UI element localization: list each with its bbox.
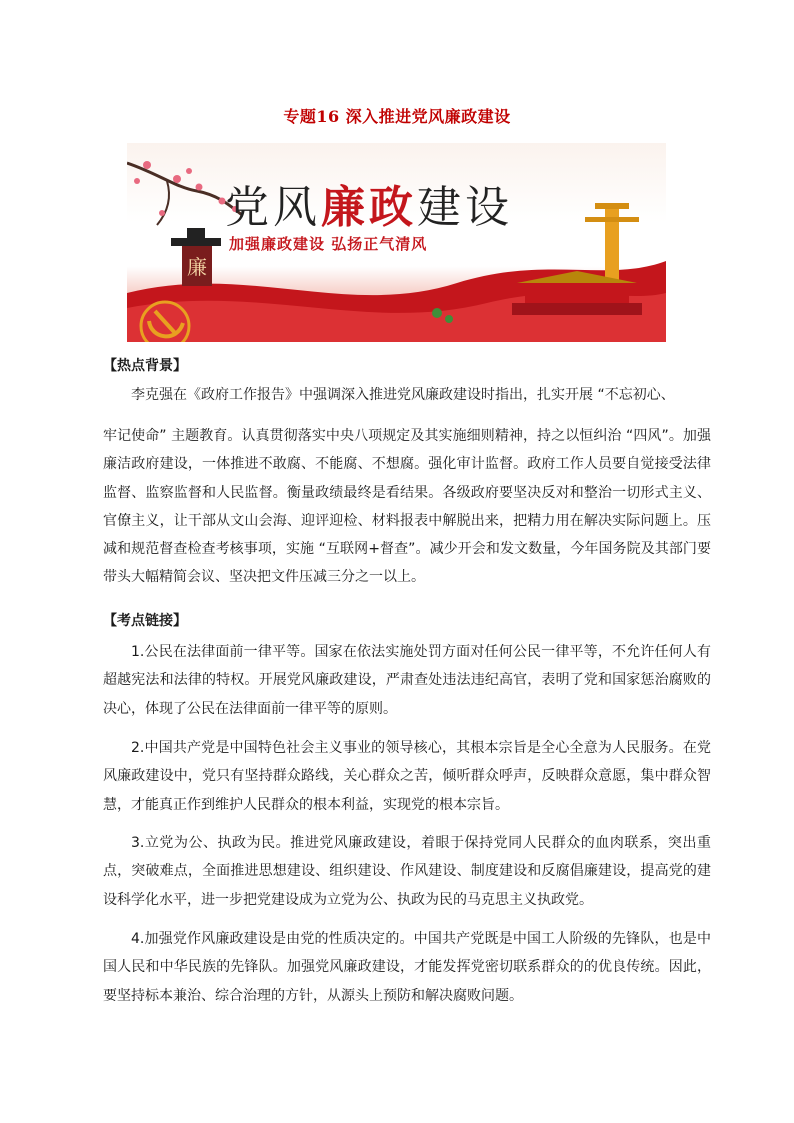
links-paragraph: 4.加强党作风廉政建设是由党的性质决定的。中国共产党既是中国工人阶级的先锋队，也是中国人民和中华民族的先锋队。加强党风廉政建设，才能发挥党密切联系群众的的优良传统。因此，要坚持标本兼治、综合治理的方针，从源头上预防和解决腐败问题。 <box>103 931 711 1004</box>
links-paragraph: 1.公民在法律面前一律平等。国家在依法实施处罚方面对任何公民一律平等，不允许任何人有超越宪法和法律的特权。开展党风廉政建设，严肃查处违法违纪高官，表明了党和国家惩治腐败的决心，体现了公民在法律面前一律平等的原则。 <box>103 644 711 717</box>
document-title: 专题16 深入推进党风廉政建设 <box>283 107 511 126</box>
links-item-2 <box>103 734 711 819</box>
plum-branch-small <box>157 181 169 225</box>
links-paragraph: 3.立党为公、执政为民。推进党风廉政建设，着眼于保持党同人民群众的血肉联系，突出重点，突破难点，全面推进思想建设、组织建设、作风建设、制度建设和反腐倡廉建设，提高党的建设科学化水平，进一步把党建设成为立党为公、执政为民的马克思主义执政党。 <box>103 835 711 908</box>
seal-char: 廉 <box>187 255 207 279</box>
background-heading: 【热点背景】 <box>103 358 187 374</box>
gate-building <box>525 283 629 303</box>
plant <box>432 308 442 318</box>
links-item-1 <box>103 638 711 723</box>
background-first-line: 李克强在《政府工作报告》中强调深入推进党风廉政建设时指出，扎实开展 “不忘初心、 <box>131 387 675 403</box>
banner-title: 党风廉政建设 <box>225 182 513 233</box>
banner-subtitle: 加强廉政建设 弘扬正气清风 <box>229 235 428 253</box>
links-paragraph: 2.中国共产党是中国特色社会主义事业的领导核心，其根本宗旨是全心全意为人民服务。在党风廉政建设中，党只有坚持群众路线，关心群众之苦，倾听群众呼声，反映群众意愿，集中群众智慧，才能真正作到维护人民群众的根本利益，实现党的根本宗旨。 <box>103 740 711 813</box>
plant <box>445 315 453 323</box>
background-body <box>103 422 711 592</box>
banner-image <box>127 143 666 342</box>
seal-hat-top <box>187 228 205 240</box>
links-item-4 <box>103 925 711 1010</box>
monument-cap <box>595 203 629 209</box>
gate-base <box>512 303 642 315</box>
background-line1 <box>103 381 711 409</box>
background-paragraph: 牢记使命” 主题教育。认真贯彻落实中央八项规定及其实施细则精神，持之以恒纠治 “四风”。加强廉洁政府建设，一体推进不敢腐、不能腐、不想腐。强化审计监督。政府工作人员要自觉接受法律监督、监察监督和人民监督。衡量政绩最终是看结果。各级政府要坚决反对和整治一切形式主义、官僚主义，让干部从文山会海、迎评迎检、材料报表中解脱出来，把精力用在解决实际问题上。压减和规范督查检查考核事项，实施 “互联网+督查”。减少开会和发文数量，今年国务院及其部门要带头大幅精简会议、坚决把文件压减三分之一以上。 <box>103 428 711 586</box>
links-item-3 <box>103 829 711 914</box>
monument-wing <box>585 217 639 222</box>
links-heading: 【考点链接】 <box>103 613 187 629</box>
